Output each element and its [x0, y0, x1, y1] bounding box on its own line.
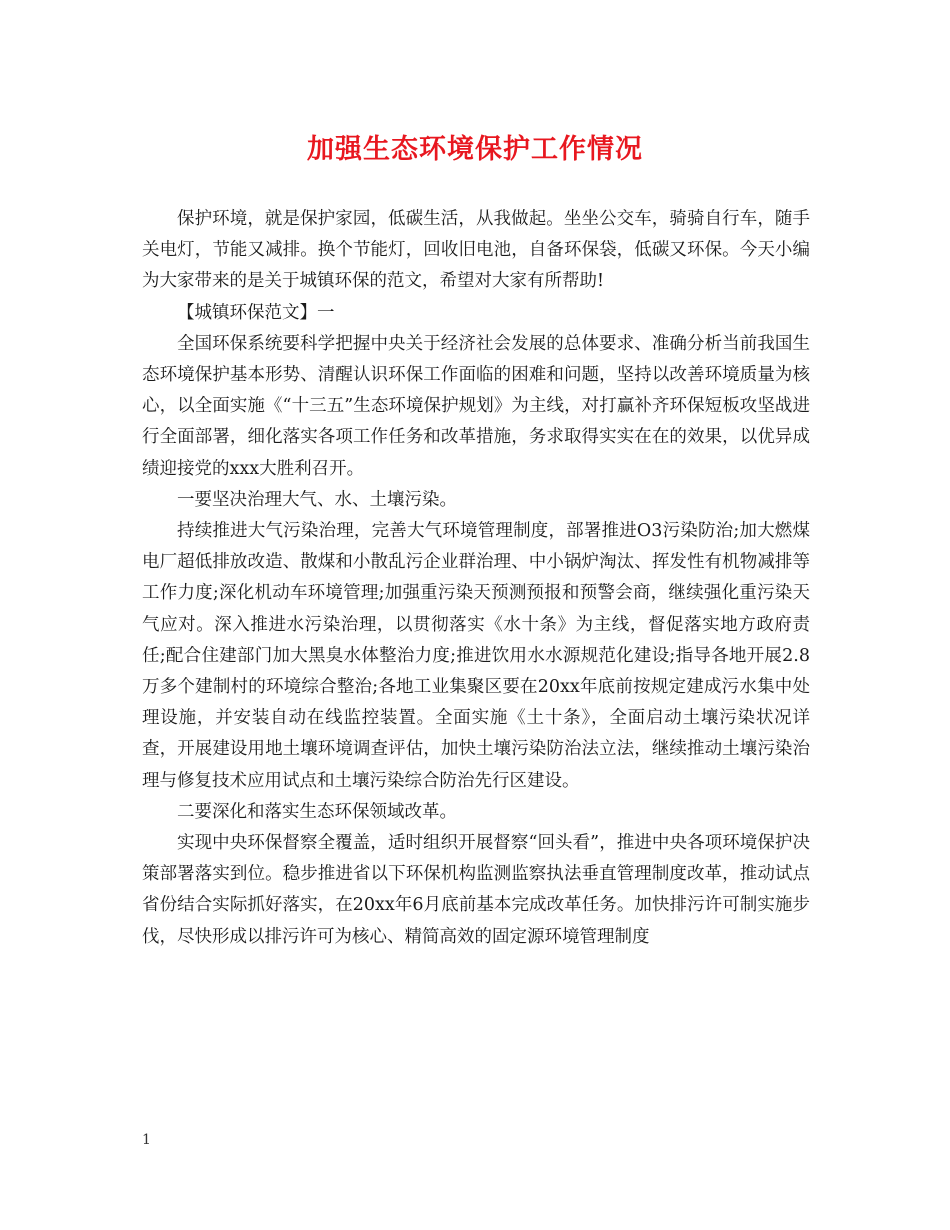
subheading-paragraph: 二要深化和落实生态环保领域改革。	[177, 801, 457, 822]
body-paragraph: 持续推进大气污染治理，完善大气环境管理制度，部署推进O3污染防治;加大燃煤电厂超低排放改造、散煤和小散乱污企业群治理、中小锅炉淘汰、挥发性有机物减排等工作力度;深化机动车环境管理;加强重污染天预测预报和预警会商，继续强化重污染天气应对。深入推进水污染治理，以贯彻落实《水十条》为主线，督促落实地方政府责任;配合住建部门加大黑臭水体整治力度;推进饮用水水源规范化建设;指导各地开展2.8万多个建制村的环境综合整治;各地工业集聚区要在20xx年底前按规定建成污水集中处理设施，并安装自动在线监控装置。全面实施《土十条》，全面启动土壤污染状况详查，开展建设用地土壤环境调查评估，加快土壤污染防治法立法，继续推动土壤污染治理与修复技术应用试点和土壤污染综合防治先行区建设。	[142, 521, 810, 791]
page-number: 1	[142, 1132, 151, 1148]
section-heading: 【城镇环保范文】一	[177, 302, 335, 323]
document-body	[142, 204, 810, 953]
intro-paragraph: 保护环境，就是保护家园，低碳生活，从我做起。坐坐公交车，骑骑自行车，随手关电灯，节能又减排。换个节能灯，回收旧电池，自备环保袋，低碳又环保。今天小编为大家带来的是关于城镇环保的范文，希望对大家有所帮助!	[142, 209, 810, 292]
document-title: 加强生态环境保护工作情况	[307, 134, 643, 165]
body-paragraph: 全国环保系统要科学把握中央关于经济社会发展的总体要求、准确分析当前我国生态环境保护基本形势、清醒认识环保工作面临的困难和问题，坚持以改善环境质量为核心，以全面实施《“十三五”生态环境保护规划》为主线，对打赢补齐环保短板攻坚战进行全面部署，细化落实各项工作任务和改革措施，务求取得实实在在的效果，以优异成绩迎接党的xxx大胜利召开。	[142, 333, 810, 479]
subheading-paragraph: 一要坚决治理大气、水、土壤污染。	[177, 489, 457, 510]
body-paragraph: 实现中央环保督察全覆盖，适时组织开展督察“回头看”，推进中央各项环境保护决策部署落实到位。稳步推进省以下环保机构监测监察执法垂直管理制度改革，推动试点省份结合实际抓好落实，在20xx年6月底前基本完成改革任务。加快排污许可制实施步伐，尽快形成以排污许可为核心、精简高效的固定源环境管理制度	[142, 833, 810, 947]
